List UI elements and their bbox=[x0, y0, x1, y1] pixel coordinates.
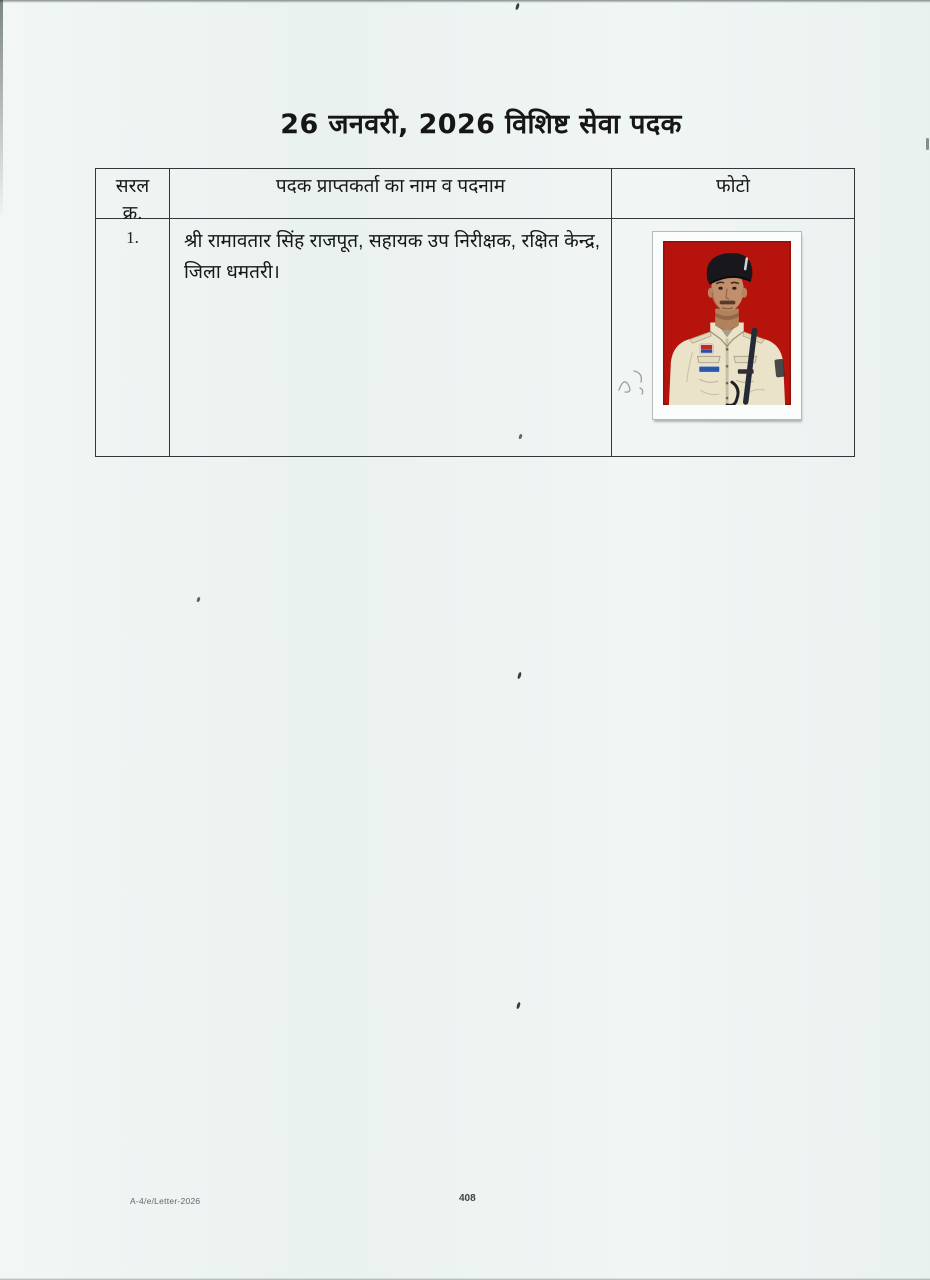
shirt-button bbox=[726, 365, 729, 368]
officer-portrait-illustration bbox=[663, 241, 791, 405]
eye-left bbox=[718, 287, 722, 290]
table-row bbox=[96, 219, 854, 456]
header-cell-serial bbox=[96, 169, 170, 224]
cell-photo bbox=[612, 219, 854, 456]
officer-portrait-photo bbox=[663, 241, 791, 405]
footer-page-number: 408 bbox=[459, 1193, 476, 1204]
pocket-flap-left bbox=[697, 356, 720, 362]
medal-recipients-table bbox=[95, 168, 855, 457]
cell-recipient-name bbox=[170, 219, 612, 456]
header-serial-line2: क्र. bbox=[122, 202, 143, 224]
recipient-name-line1: श्री रामावतार सिंह राजपूत, सहायक उप निरीक्षक, रक्षित केन्द्र, bbox=[184, 231, 600, 252]
officer-photo-frame bbox=[652, 231, 802, 420]
shirt-button bbox=[726, 348, 729, 351]
header-photo-label: फोटो bbox=[715, 176, 751, 197]
shirt-button bbox=[726, 397, 729, 400]
chest-emblem-blue bbox=[701, 349, 712, 353]
ear-right bbox=[741, 288, 747, 298]
eye-right bbox=[732, 287, 736, 290]
header-recipient-label: पदक प्राप्तकर्ता का नाम व पदनाम bbox=[275, 176, 506, 197]
mustache bbox=[720, 301, 736, 305]
cell-serial-number bbox=[96, 219, 170, 456]
chest-emblem-red bbox=[701, 345, 712, 349]
scan-speck bbox=[517, 672, 522, 680]
header-cell-recipient bbox=[170, 169, 612, 218]
recipient-name-line2: जिला धमतरी। bbox=[184, 261, 280, 283]
footer-reference-number: A-4/e/Letter-2026 bbox=[129, 1196, 201, 1206]
scan-edge-top bbox=[0, 0, 930, 3]
page-title: 26 जनवरी, 2026 विशिष्ट सेवा पदक bbox=[280, 109, 682, 140]
scan-speck bbox=[196, 597, 200, 602]
scan-speck bbox=[516, 1002, 521, 1010]
pocket-rank-bar bbox=[738, 369, 754, 374]
scan-speck bbox=[515, 3, 520, 11]
shirt-button bbox=[726, 382, 729, 385]
header-cell-photo bbox=[612, 169, 854, 218]
serial-number: 1. bbox=[126, 228, 139, 247]
belt-pouch bbox=[774, 359, 785, 378]
header-serial-line1: सरल bbox=[115, 176, 150, 197]
officer-name-plate bbox=[699, 366, 720, 372]
table-header-row bbox=[96, 169, 854, 224]
